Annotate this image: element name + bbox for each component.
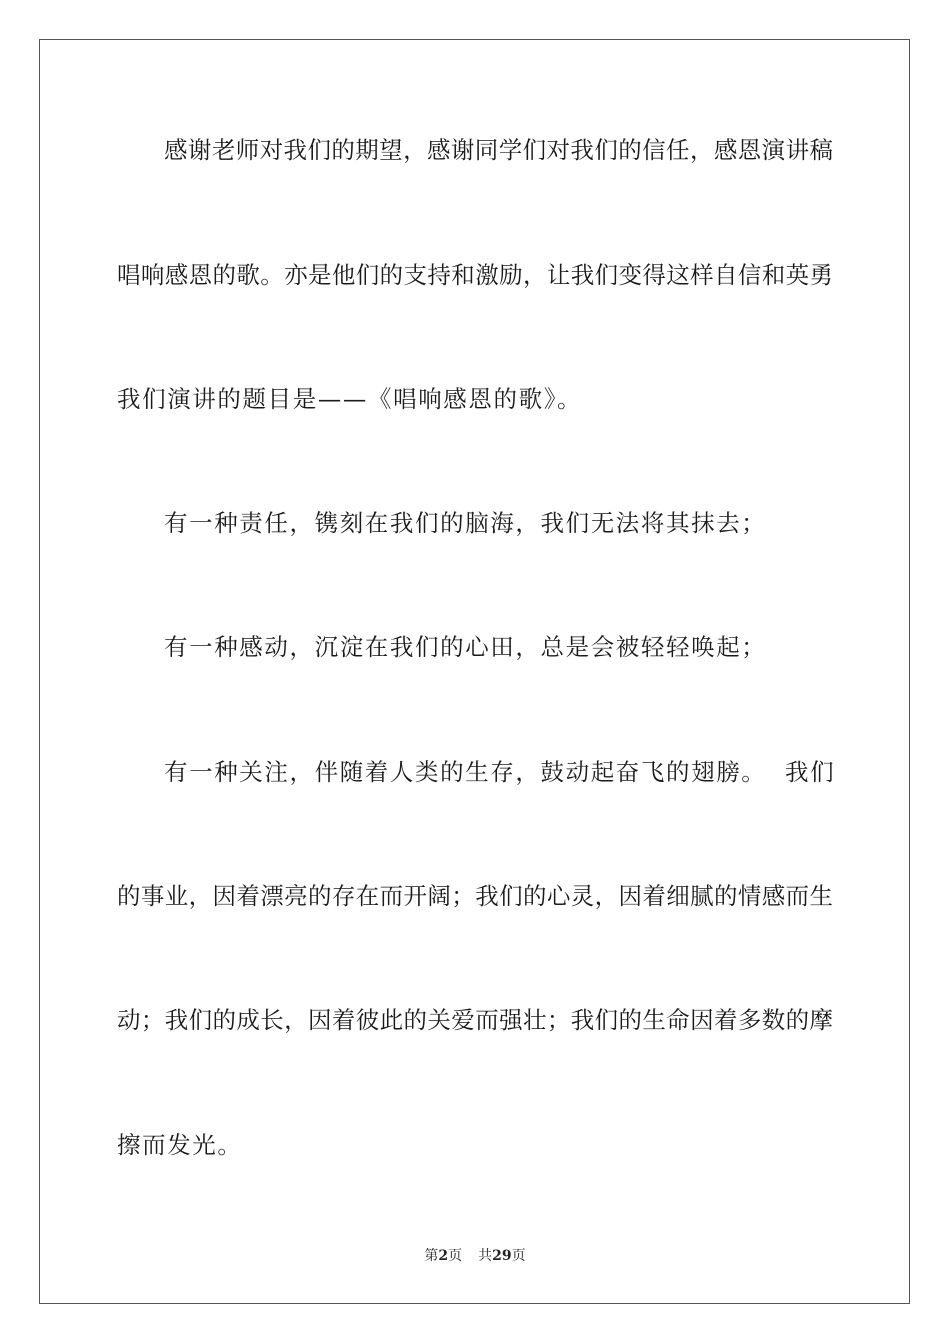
footer-page-number: 2 bbox=[438, 1248, 449, 1264]
paragraph-line-2: 唱响感恩的歌。亦是他们的支持和激励，让我们变得这样自信和英勇 bbox=[117, 261, 833, 289]
footer-page-prefix: 第 bbox=[424, 1248, 439, 1264]
footer-page-suffix: 页 bbox=[448, 1248, 463, 1264]
paragraph-line-3: 我们演讲的题目是——《唱响感恩的歌》。 bbox=[117, 385, 583, 413]
paragraph-line-9: 擦而发光。 bbox=[117, 1131, 243, 1159]
paragraph-line-8: 动；我们的成长，因着彼此的关爱而强壮；我们的生命因着多数的摩 bbox=[117, 1006, 833, 1034]
paragraph-line-6: 有一种关注，伴随着人类的生存，鼓动起奋飞的翅膀。 bbox=[164, 758, 767, 786]
footer-total-pages: 29 bbox=[492, 1248, 512, 1264]
paragraph-line-5: 有一种感动，沉淀在我们的心田，总是会被轻轻唤起； bbox=[164, 633, 767, 661]
footer-total-suffix: 页 bbox=[511, 1248, 526, 1264]
footer-total-prefix: 共 bbox=[478, 1248, 493, 1264]
page-footer bbox=[0, 1247, 950, 1265]
paragraph-line-6-tail: 我们 bbox=[785, 758, 836, 786]
page-frame bbox=[39, 39, 910, 1304]
paragraph-line-4: 有一种责任，镌刻在我们的脑海，我们无法将其抹去； bbox=[164, 509, 767, 537]
paragraph-line-1: 感谢老师对我们的期望，感谢同学们对我们的信任，感恩演讲稿 bbox=[164, 136, 833, 164]
paragraph-line-7: 的事业，因着漂亮的存在而开阔；我们的心灵，因着细腻的情感而生 bbox=[117, 882, 833, 910]
